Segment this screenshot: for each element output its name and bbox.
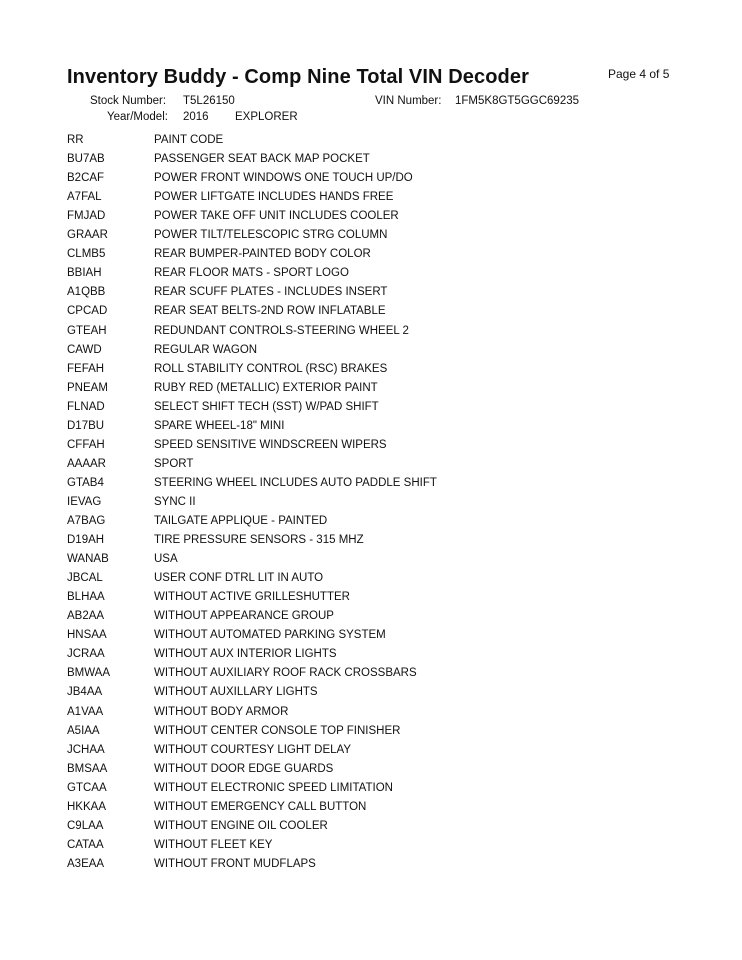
option-code: CPCAD (67, 305, 108, 318)
option-code: JCHAA (67, 743, 105, 756)
vin-number-value: 1FM5K8GT5GGC69235 (455, 95, 580, 107)
list-item (0, 702, 742, 721)
list-item (0, 454, 742, 473)
option-description: USA (154, 553, 178, 566)
option-code: FLNAD (67, 400, 105, 413)
option-description: WITHOUT EMERGENCY CALL BUTTON (154, 800, 367, 813)
option-code: IEVAG (67, 495, 102, 508)
option-code: FEFAH (67, 362, 105, 375)
option-code: D17BU (67, 419, 105, 432)
option-description: SPORT (154, 457, 194, 470)
option-code: AAAAR (67, 457, 106, 470)
option-code: JBCAL (67, 572, 103, 585)
option-description: POWER LIFTGATE INCLUDES HANDS FREE (154, 191, 394, 204)
year-model-label: Year/Model: (107, 111, 168, 123)
option-code: CLMB5 (67, 248, 106, 261)
option-description: WITHOUT BODY ARMOR (154, 705, 289, 718)
option-description: REGULAR WAGON (154, 343, 258, 356)
list-item (0, 549, 742, 568)
option-code: B2CAF (67, 172, 105, 185)
list-item (0, 568, 742, 587)
option-code: A7FAL (67, 191, 102, 204)
model-value: EXPLORER (235, 111, 298, 123)
option-code: BU7AB (67, 153, 105, 166)
list-item (0, 206, 742, 225)
option-description: WITHOUT ELECTRONIC SPEED LIMITATION (154, 781, 393, 794)
option-description: RUBY RED (METALLIC) EXTERIOR PAINT (154, 381, 378, 394)
list-item (0, 473, 742, 492)
option-description: REAR BUMPER-PAINTED BODY COLOR (154, 248, 371, 261)
list-item (0, 263, 742, 282)
option-description: SPEED SENSITIVE WINDSCREEN WIPERS (154, 438, 387, 451)
list-item (0, 359, 742, 378)
list-item (0, 340, 742, 359)
option-description: POWER TILT/TELESCOPIC STRG COLUMN (154, 229, 388, 242)
option-code: RR (67, 134, 84, 146)
list-item (0, 835, 742, 854)
option-code: HKKAA (67, 800, 106, 813)
option-description: USER CONF DTRL LIT IN AUTO (154, 572, 324, 585)
option-description: PAINT CODE (154, 134, 224, 146)
option-description: WITHOUT ENGINE OIL COOLER (154, 819, 328, 832)
option-description: TAILGATE APPLIQUE - PAINTED (154, 515, 328, 527)
option-code: BMWAA (67, 667, 111, 680)
option-code: D19AH (67, 534, 105, 547)
option-code: BLHAA (67, 591, 105, 604)
list-item (0, 397, 742, 416)
list-item (0, 378, 742, 397)
option-description: WITHOUT AUXILIARY ROOF RACK CROSSBARS (154, 667, 417, 680)
option-code: CATAA (67, 838, 104, 851)
option-code: BBIAH (67, 267, 102, 280)
list-item (0, 721, 742, 740)
list-item (0, 511, 742, 530)
option-code: GTCAA (67, 781, 107, 794)
option-description: TIRE PRESSURE SENSORS - 315 MHZ (154, 534, 364, 547)
option-description: POWER TAKE OFF UNIT INCLUDES COOLER (154, 210, 399, 223)
list-item (0, 301, 742, 320)
option-description: WITHOUT AUTOMATED PARKING SYSTEM (154, 629, 386, 642)
list-item (0, 778, 742, 797)
option-description: REAR SEAT BELTS-2ND ROW INFLATABLE (154, 305, 386, 318)
option-description: SPARE WHEEL-18" MINI (154, 419, 285, 432)
option-code: GTEAH (67, 324, 107, 337)
option-description: WITHOUT COURTESY LIGHT DELAY (154, 743, 352, 756)
option-description: POWER FRONT WINDOWS ONE TOUCH UP/DO (154, 172, 413, 185)
page-number: Page 4 of 5 (608, 67, 670, 81)
list-item (0, 168, 742, 187)
list-item (0, 816, 742, 835)
option-description: WITHOUT FRONT MUDFLAPS (154, 857, 316, 870)
option-description: WITHOUT ACTIVE GRILLESHUTTER (154, 591, 350, 604)
list-item (0, 682, 742, 701)
option-code: JB4AA (67, 686, 103, 699)
option-code: HNSAA (67, 629, 107, 642)
stock-number-label: Stock Number: (90, 95, 167, 107)
list-item (0, 187, 742, 206)
list-item (0, 740, 742, 759)
list-item (0, 149, 742, 168)
list-item (0, 416, 742, 435)
list-item (0, 435, 742, 454)
option-description: PASSENGER SEAT BACK MAP POCKET (154, 153, 370, 166)
list-item (0, 759, 742, 778)
option-description: REAR FLOOR MATS - SPORT LOGO (154, 267, 349, 280)
option-code: GTAB4 (67, 476, 104, 489)
stock-number-value: T5L26150 (183, 95, 235, 107)
option-description: WITHOUT APPEARANCE GROUP (154, 610, 334, 623)
option-description: STEERING WHEEL INCLUDES AUTO PADDLE SHIFT (154, 476, 437, 489)
option-code: WANAB (67, 553, 109, 566)
list-item (0, 663, 742, 682)
option-description: WITHOUT FLEET KEY (154, 838, 273, 851)
list-item (0, 282, 742, 301)
list-item (0, 244, 742, 263)
vin-number-label: VIN Number: (375, 95, 442, 107)
list-item (0, 492, 742, 511)
page-title: Inventory Buddy - Comp Nine Total VIN Decoder (67, 66, 529, 88)
list-item (0, 797, 742, 816)
option-code: CAWD (67, 343, 102, 356)
option-code: A1QBB (67, 286, 106, 299)
option-code: FMJAD (67, 210, 106, 223)
option-code: JCRAA (67, 648, 105, 661)
option-description: WITHOUT CENTER CONSOLE TOP FINISHER (154, 724, 401, 737)
option-description: SYNC II (154, 495, 196, 508)
list-item (0, 530, 742, 549)
option-code: PNEAM (67, 381, 108, 394)
option-code: BMSAA (67, 762, 108, 775)
option-code: A7BAG (67, 515, 106, 527)
option-description: ROLL STABILITY CONTROL (RSC) BRAKES (154, 362, 388, 375)
list-item (0, 587, 742, 606)
list-item (0, 130, 742, 149)
option-code: CFFAH (67, 438, 105, 451)
list-item (0, 606, 742, 625)
option-code: A1VAA (67, 705, 104, 718)
option-code: GRAAR (67, 229, 108, 242)
year-value: 2016 (183, 111, 209, 123)
option-description: WITHOUT AUXILLARY LIGHTS (154, 686, 318, 699)
list-item (0, 225, 742, 244)
list-item (0, 321, 742, 340)
option-code: A3EAA (67, 857, 105, 870)
option-code: AB2AA (67, 610, 105, 623)
list-item (0, 625, 742, 644)
list-item (0, 644, 742, 663)
option-description: SELECT SHIFT TECH (SST) W/PAD SHIFT (154, 400, 379, 413)
option-description: REDUNDANT CONTROLS-STEERING WHEEL 2 (154, 324, 409, 337)
option-description: REAR SCUFF PLATES - INCLUDES INSERT (154, 286, 388, 299)
option-description: WITHOUT DOOR EDGE GUARDS (154, 762, 334, 775)
option-code: C9LAA (67, 819, 104, 832)
option-code: A5IAA (67, 724, 100, 737)
option-description: WITHOUT AUX INTERIOR LIGHTS (154, 648, 337, 661)
list-item (0, 854, 742, 873)
